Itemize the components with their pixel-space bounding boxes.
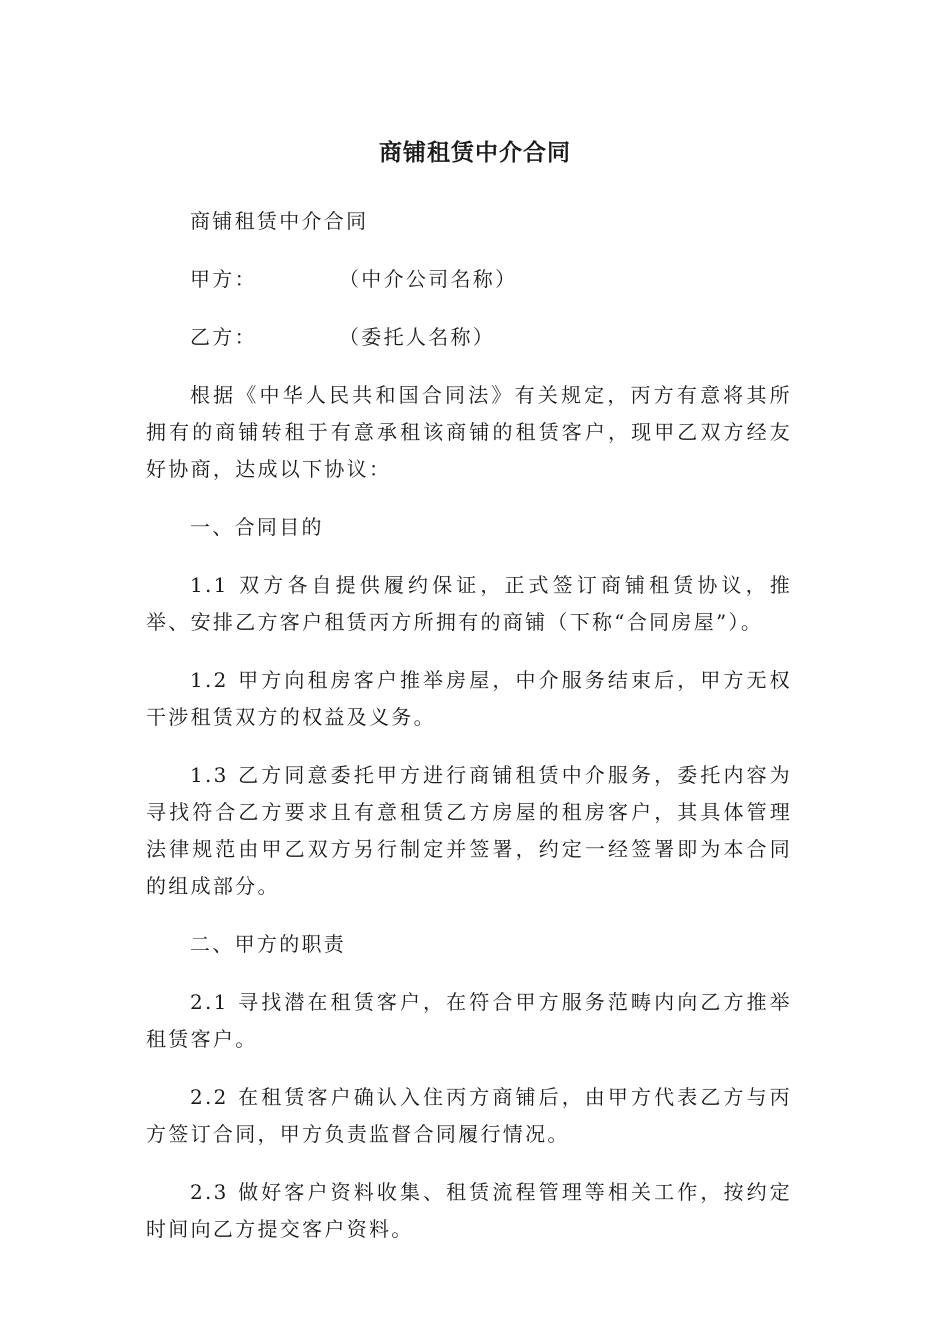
section-1-heading: 一、合同目的	[190, 515, 324, 539]
party-b-value: （委托人名称）	[339, 325, 496, 349]
clause-1-2: 1.2 甲方向租房客户推举房屋，中介服务结束后，甲方无权干涉租赁双方的权益及义务。	[146, 668, 792, 729]
document-title: 商铺租赁中介合同	[379, 140, 571, 166]
section-2-heading: 二、甲方的职责	[190, 932, 347, 956]
clause-1-3: 1.3 乙方同意委托甲方进行商铺租赁中介服务，委托内容为寻找符合乙方要求且有意租赁乙方房屋的租房客户，其具体管理法律规范由甲乙双方另行制定并签署，约定一经签署即为本合同的组成部分。	[146, 763, 792, 898]
clause-1-1: 1.1 双方各自提供履约保证，正式签订商铺租赁协议，推举、安排乙方客户租赁丙方所拥有的商铺（下称“合同房屋”）。	[146, 573, 792, 634]
party-b-line	[146, 319, 792, 356]
clause-2-2: 2.2 在租赁客户确认入住丙方商铺后，由甲方代表乙方与丙方签订合同，甲方负责监督合同履行情况。	[146, 1085, 792, 1146]
party-a-line	[146, 261, 792, 298]
document-body	[146, 203, 792, 1269]
party-b-label: 乙方：	[190, 325, 257, 349]
party-a-value: （中介公司名称）	[339, 267, 518, 291]
party-a-label: 甲方：	[190, 267, 257, 291]
clause-2-3: 2.3 做好客户资料收集、租赁流程管理等相关工作，按约定时间向乙方提交客户资料。	[146, 1180, 792, 1241]
document-subtitle: 商铺租赁中介合同	[190, 209, 369, 233]
clause-2-1: 2.1 寻找潜在租赁客户，在符合甲方服务范畴内向乙方推举租赁客户。	[146, 990, 792, 1051]
intro-paragraph: 根据《中华人民共和国合同法》有关规定，丙方有意将其所拥有的商铺转租于有意承租该商铺的租赁客户，现甲乙双方经友好协商，达成以下协议：	[146, 383, 792, 481]
